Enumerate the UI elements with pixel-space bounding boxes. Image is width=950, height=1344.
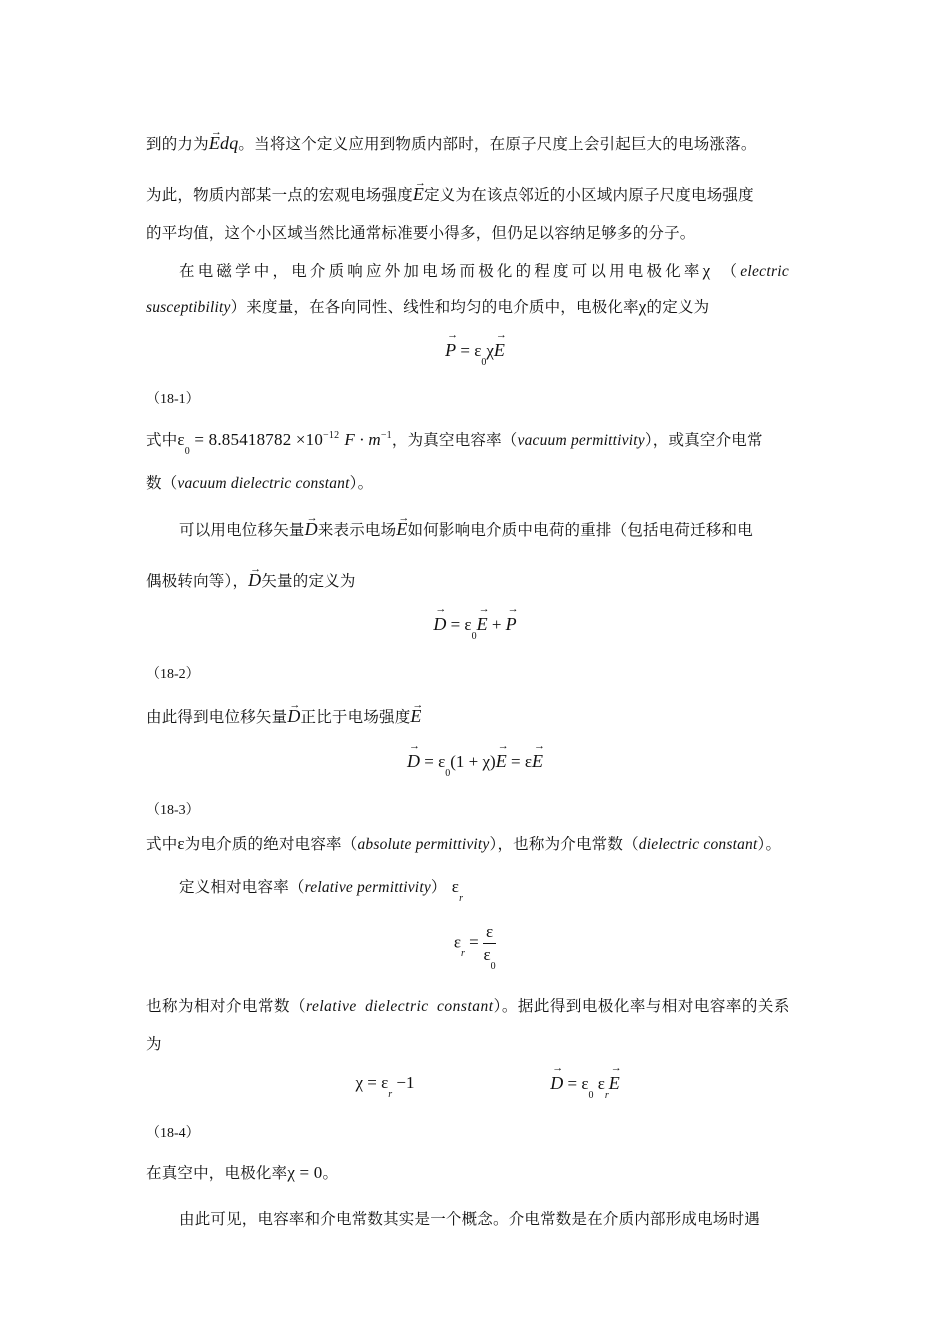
math-eq: = ε <box>506 752 532 771</box>
equation-number-18-3: （18-3） <box>146 803 200 818</box>
vector-p: → P <box>445 340 456 361</box>
text-span: 也称为相对介电常数（ <box>146 997 307 1015</box>
subscript: 0 <box>588 1090 594 1101</box>
text-line-5 <box>146 297 709 318</box>
vector-d: → D <box>407 751 420 772</box>
math-chi-zero: χ = 0 <box>287 1163 323 1182</box>
subscript: 0 <box>445 768 451 779</box>
subscript: r <box>461 948 465 960</box>
text-line-13 <box>146 996 790 1017</box>
fraction-denominator <box>483 944 496 972</box>
subscript: r <box>388 1089 393 1100</box>
text-span: ），或真空介电常 <box>644 431 763 449</box>
equation-18-4-d <box>110 1073 950 1101</box>
text-span: 式中 <box>146 431 178 449</box>
text-span: 矢量的定义为 <box>261 572 356 590</box>
unit-text: F · m <box>344 430 381 449</box>
epsilon-symbol: ε <box>593 1074 605 1093</box>
term-absolute-permittivity: absolute permittivity <box>357 836 490 853</box>
subscript: r <box>604 1090 609 1101</box>
text-span: 如何影响电介质中电荷的重排（包括电荷迁移和电 <box>407 521 753 539</box>
text-span: 定义相对电容率（ <box>179 878 305 896</box>
text-span: （ <box>721 262 741 280</box>
text-line-10 <box>146 706 422 727</box>
text-line-9 <box>146 570 356 591</box>
epsilon-symbol: ε <box>451 877 460 896</box>
subscript: 0 <box>471 631 477 642</box>
text-span: 。当将这个定义应用到物质内部时，在原子尺度上会引起巨大的电场涨落。 <box>238 135 757 153</box>
term-relative-dielectric-constant: relative dielectric constant <box>306 998 494 1015</box>
text-line-14: 为 <box>146 1035 162 1053</box>
text-span: 为电介质的绝对电容率（ <box>184 835 358 853</box>
chi-symbol: χ <box>638 297 647 316</box>
vector-d: → D <box>305 519 318 539</box>
text-span: 为此，物质内部某一点的宏观电场强度 <box>146 186 413 204</box>
text-line-16: 由此可见，电容率和介电常数其实是一个概念。介电常数是在介质内部形成电场时遇 <box>179 1210 760 1228</box>
epsilon-symbol: ε <box>177 834 185 853</box>
text-line-12 <box>179 877 464 904</box>
math-eq: = ε <box>456 341 482 360</box>
epsilon-symbol: ε <box>177 430 185 449</box>
vector-e: → E <box>413 184 424 204</box>
math-eq: = ε <box>563 1074 589 1093</box>
vector-d: → D <box>248 570 261 590</box>
equation-18-3 <box>0 751 950 779</box>
term-susceptibility: susceptibility <box>146 299 231 316</box>
term-vacuum-dielectric-constant: vacuum dielectric constant <box>177 475 350 492</box>
math-tail: −1 <box>392 1073 415 1092</box>
text-span: 的定义为 <box>646 298 710 316</box>
text-span: 数（ <box>146 474 178 492</box>
text-span: 由此得到电位移矢量 <box>146 708 288 726</box>
subscript: 0 <box>481 357 487 368</box>
text-span: 来表示电场 <box>317 521 397 539</box>
text-span: ）来度量，在各向同性、线性和均匀的电介质中，电极化率 <box>230 298 639 316</box>
text-span: 式中 <box>146 835 178 853</box>
text-line-4 <box>179 261 789 282</box>
vector-e: → E <box>396 519 407 539</box>
text-span: ） <box>430 878 447 896</box>
text-span: 正比于电场强度 <box>300 708 411 726</box>
text-span: 。 <box>322 1164 339 1182</box>
text-span: 在真空中，电极化率 <box>146 1164 288 1182</box>
math-edq: Edq <box>208 133 239 153</box>
text-span: ），也称为介电常数（ <box>489 835 639 853</box>
vector-e: → E <box>477 614 488 635</box>
text-span: ）。 <box>757 835 782 853</box>
chi-symbol: χ <box>702 261 714 280</box>
equation-18-1 <box>0 340 950 368</box>
text-line-8 <box>179 519 753 540</box>
text-span: 定义为在该点邻近的小区域内原子尺度电场强度 <box>424 186 754 204</box>
text-span: ）。 <box>349 474 374 492</box>
math-plus: + <box>487 615 506 634</box>
term-electric: electric <box>740 263 790 280</box>
text-line-6 <box>146 430 763 457</box>
vector-e: → E <box>410 706 421 726</box>
equation-number-18-1: （18-1） <box>146 392 200 407</box>
math-chi-eq: χ = ε <box>355 1073 389 1092</box>
equation-18-2 <box>0 614 950 642</box>
subscript: r <box>459 893 464 904</box>
text-line-3: 的平均值，这个小区域当然比通常标准要小得多，但仍足以容纳足够多的分子。 <box>146 224 696 242</box>
text-line-7 <box>146 473 373 494</box>
math-eq: = ε <box>446 615 472 634</box>
text-span: 可以用电位移矢量 <box>179 521 305 539</box>
superscript: −12 <box>323 430 340 441</box>
vector-e: → E <box>609 1073 620 1094</box>
epsilon-symbol: ε <box>453 932 461 952</box>
subscript: 0 <box>490 961 496 972</box>
math-eq: = ε <box>420 752 446 771</box>
term-vacuum-permittivity: vacuum permittivity <box>517 432 645 449</box>
text-line-2 <box>146 184 754 205</box>
equation-number-18-2: （18-2） <box>146 667 200 682</box>
superscript: −1 <box>380 430 392 441</box>
term-relative-permittivity: relative permittivity <box>304 879 431 896</box>
equation-relative-permittivity <box>0 922 950 972</box>
vector-p: → P <box>506 614 517 635</box>
text-span: 在电磁学中，电介质响应外加电场而极化的程度可以用电极化率 <box>179 262 703 280</box>
equation-number-18-4: （18-4） <box>146 1126 200 1141</box>
math-eq: = <box>464 932 483 952</box>
vector-e: → E <box>496 751 507 772</box>
subscript: 0 <box>184 446 190 457</box>
text-span: 偶极转向等）， <box>146 572 249 590</box>
vector-e: → E <box>532 751 543 772</box>
fraction <box>483 922 496 972</box>
constant-value: = 8.85418782 ×10 <box>189 430 324 449</box>
text-line-11 <box>146 834 781 855</box>
text-span: ，为真空电容率（ <box>391 431 518 449</box>
fraction-numerator: ε <box>483 922 496 944</box>
chi-symbol: χ <box>486 341 494 360</box>
epsilon-symbol: ε <box>483 945 491 964</box>
term-dielectric-constant: dielectric constant <box>638 836 758 853</box>
vector-e: → E <box>494 340 505 361</box>
vector-d: → D <box>550 1073 563 1094</box>
text-line-15 <box>146 1163 338 1183</box>
vector-d: → D <box>433 614 446 635</box>
math-group: (1 + χ) <box>450 752 496 771</box>
text-line-1 <box>146 133 757 154</box>
vector-e <box>209 133 239 153</box>
vector-d: → D <box>287 706 300 726</box>
text-span: ）。据此得到电极化率与相对电容率的关系 <box>493 997 790 1015</box>
text-span: 到的力为 <box>146 135 209 153</box>
